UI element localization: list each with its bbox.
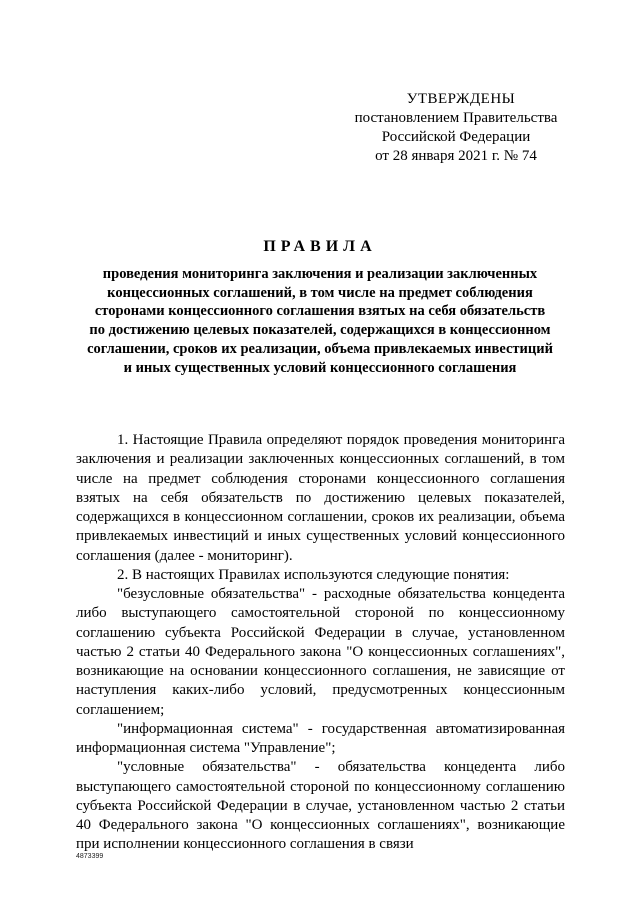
subtitle-line: соглашении, сроков их реализации, объема привлекаемых инвестиций bbox=[87, 340, 553, 357]
subtitle-line: проведения мониторинга заключения и реализации заключенных bbox=[102, 266, 538, 282]
approval-heading: УТВЕРЖДЕНЫ bbox=[406, 91, 516, 107]
document-subtitle bbox=[60, 265, 580, 377]
subtitle-line: по достижению целевых показателей, содержащихся в концессионном bbox=[89, 322, 551, 339]
approval-line-3: от 28 января 2021 г. № 74 bbox=[375, 148, 537, 164]
paragraph-1: 1. Настоящие Правила определяют порядок проведения мониторинга заключения и реализации заключенных концессионных соглашений, в том числе на предмет соблюдения сторонами концессионного соглашения взятых на себя обязательств по достижению целевых показателей, содержащихся в концессионном соглашении, сроков их реализации, объема привлекаемых инвестиций и иных существенных условий концессионного соглашения (далее - мониторинг). bbox=[76, 432, 565, 564]
definition-information-system: "информационная система" - государственная автоматизированная информационная система "Управление"; bbox=[76, 720, 565, 756]
approval-line-1: постановлением Правительства bbox=[354, 110, 558, 126]
subtitle-line: сторонами концессионного соглашения взятых на себя обязательств bbox=[94, 303, 546, 320]
document-code: 4873399 bbox=[76, 853, 104, 860]
definition-conditional-obligations: "условные обязательства" - обязательства концедента либо выступающего самостоятельной стороной по концессионному соглашению субъекта Российской Федерации в случае, установленном частью 2 статьи 40 Федерального закона "О концессионных соглашениях", возникающие при исполнении концессионного соглашения в связи bbox=[76, 759, 565, 853]
subtitle-line: концессионных соглашений, в том числе на предмет соблюдения bbox=[107, 284, 533, 301]
document-body bbox=[76, 431, 565, 855]
subtitle-line: и иных существенных условий концессионного соглашения bbox=[123, 359, 517, 376]
approval-line-2: Российской Федерации bbox=[381, 129, 531, 145]
definition-unconditional-obligations: "безусловные обязательства" - расходные обязательства концедента либо выступающего самостоятельной стороной по концессионному соглашению субъекта Российской Федерации в случае, установленном частью 2 статьи 40 Федерального закона "О концессионных соглашениях", возникающие на основании концессионного соглашения, не зависящие от наступления каких-либо условий, предусмотренных концессионным соглашением; bbox=[76, 586, 565, 718]
document-title: ПРАВИЛА bbox=[263, 238, 377, 255]
paragraph-2: 2. В настоящих Правилах используются следующие понятия: bbox=[117, 566, 510, 583]
approval-block bbox=[336, 90, 576, 166]
